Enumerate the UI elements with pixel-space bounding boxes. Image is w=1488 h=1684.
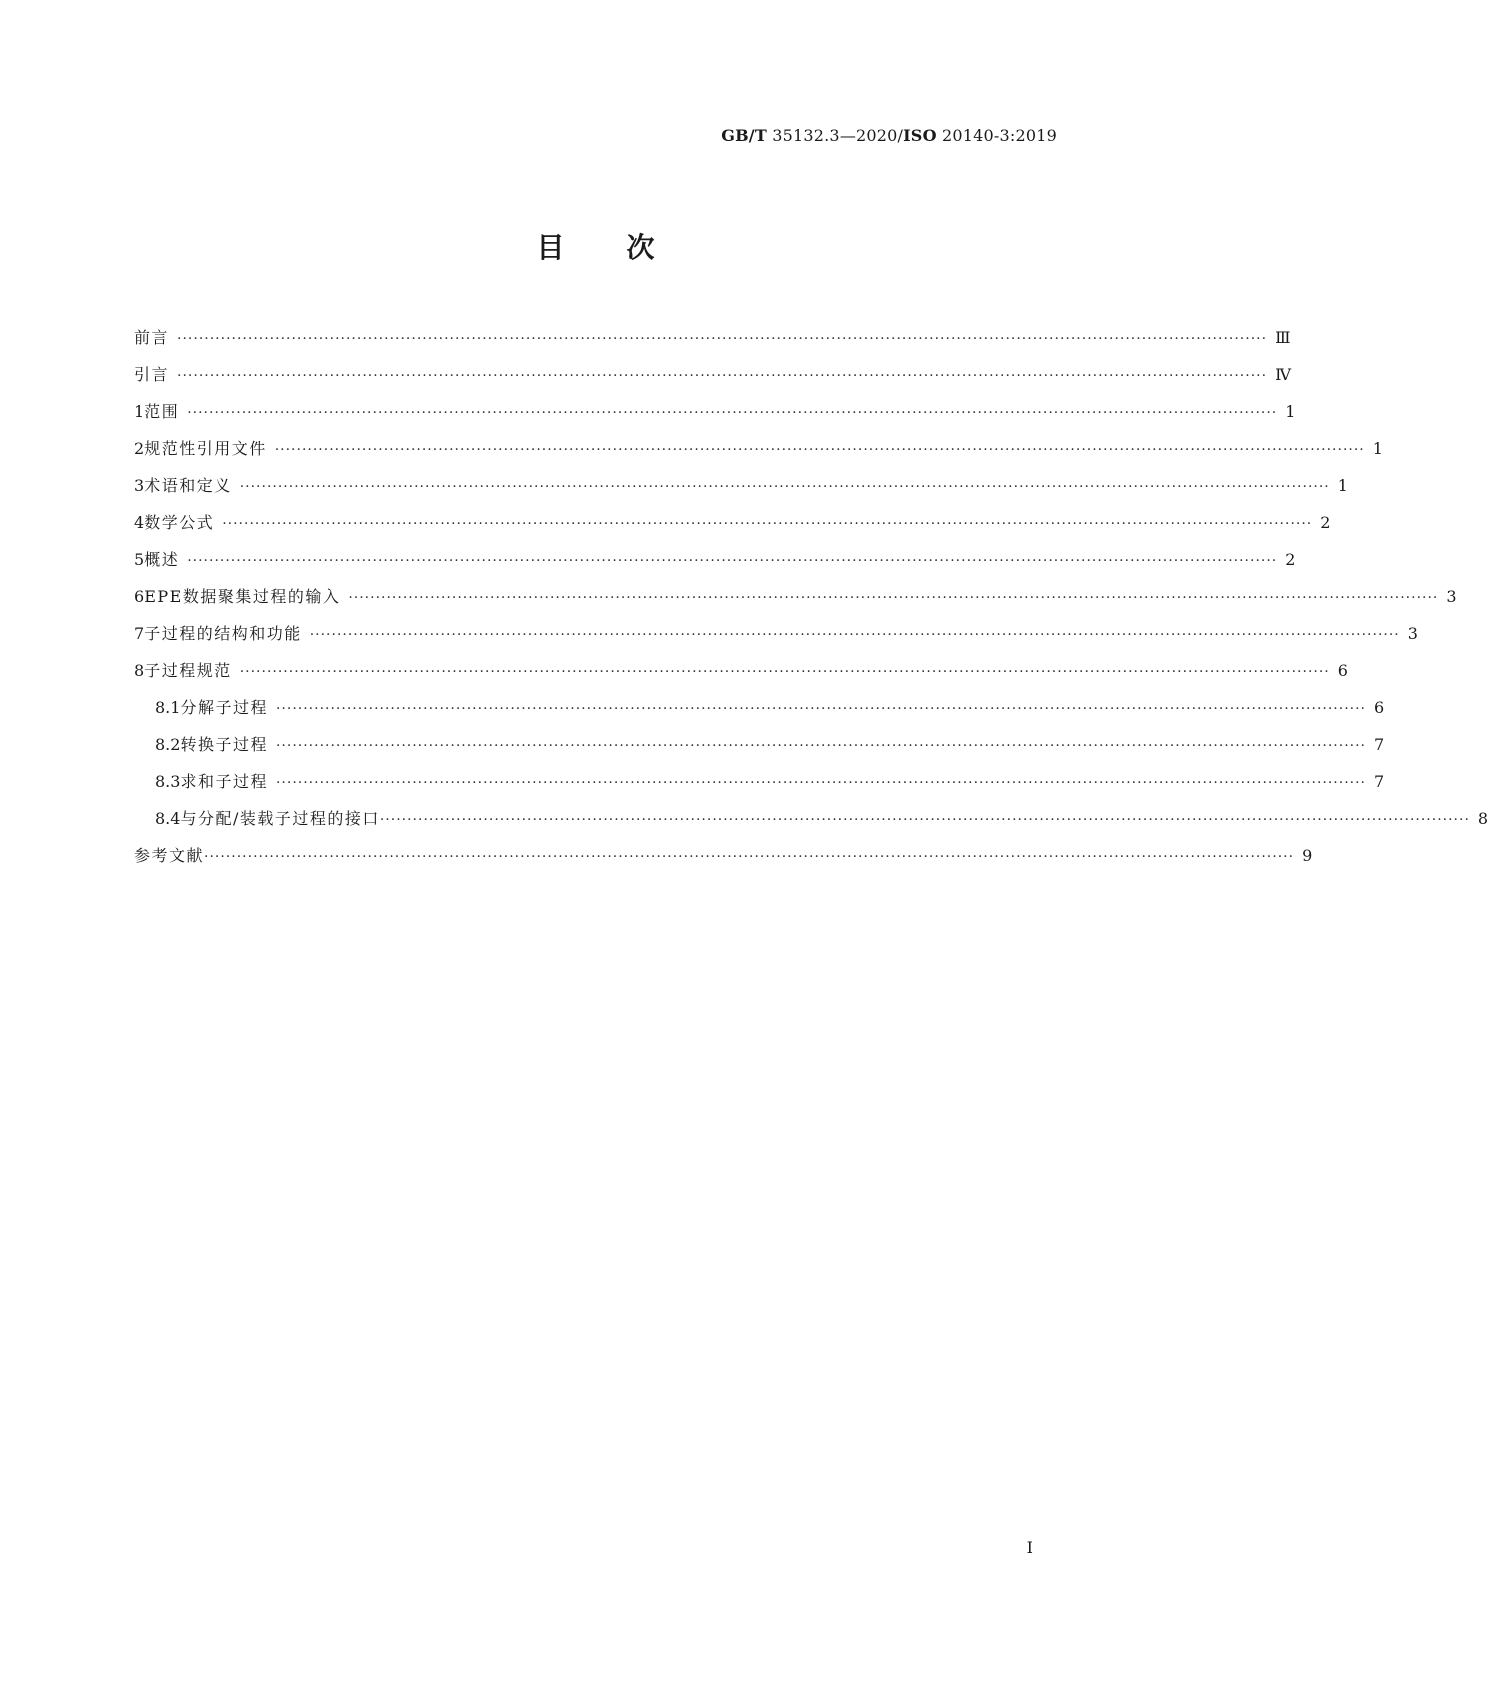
- toc-entry-6[interactable]: [134, 584, 1457, 621]
- toc-entry-introduction[interactable]: [134, 362, 1292, 399]
- dot-leader: ········································································································································································································: [204, 849, 1295, 865]
- toc-entry-8[interactable]: [134, 658, 1348, 695]
- standard-code: [721, 126, 1057, 145]
- toc-entry-7[interactable]: [134, 621, 1418, 658]
- toc-number: 8.3: [155, 772, 181, 791]
- dot-leader: ········································································································································································································: [274, 442, 1365, 458]
- dot-leader: ········································································································································································································: [275, 738, 1367, 754]
- toc-number: 1: [134, 402, 145, 421]
- dot-leader: ········································································································································································································: [187, 553, 1278, 569]
- dot-leader: ········································································································································································································: [239, 664, 1330, 680]
- toc-label: 引言: [134, 365, 170, 384]
- std-prefix: GB/T: [721, 126, 767, 145]
- toc-entry-bibliography[interactable]: [134, 843, 1313, 880]
- toc-page-number: 7: [1374, 772, 1385, 791]
- toc-page-number: 2: [1285, 550, 1296, 569]
- toc-page-number: 7: [1374, 735, 1385, 754]
- toc-page-number: 2: [1320, 513, 1331, 532]
- toc-number: 8.1: [155, 698, 181, 717]
- toc-page-number: 6: [1374, 698, 1385, 717]
- toc-page-number: Ⅲ: [1275, 328, 1291, 347]
- toc-page-number: 3: [1446, 587, 1457, 606]
- toc-page-number: 6: [1337, 661, 1348, 680]
- toc-number: 8: [134, 661, 145, 680]
- toc-page-number: 3: [1407, 624, 1418, 643]
- toc-page-number: 1: [1372, 439, 1383, 458]
- toc-entry-5[interactable]: [134, 547, 1296, 584]
- toc-number: 8.2: [155, 735, 181, 754]
- toc-number: 5: [134, 550, 145, 569]
- toc-number: 3: [134, 476, 145, 495]
- toc-label: EPE数据聚集过程的输入: [144, 587, 341, 606]
- toc-entry-8-2[interactable]: [134, 732, 1385, 769]
- toc-entry-8-4[interactable]: [134, 806, 1488, 843]
- toc-label: 范围: [144, 402, 180, 421]
- dot-leader: ········································································································································································································: [379, 812, 1470, 828]
- toc-page-number: 8: [1477, 809, 1488, 828]
- toc-label: 前言: [134, 328, 170, 347]
- toc-number: 4: [134, 513, 145, 532]
- dot-leader: ········································································································································································································: [222, 516, 1313, 532]
- toc-label: 子过程的结构和功能: [144, 624, 302, 643]
- toc-label: 概述: [144, 550, 180, 569]
- toc-number: 7: [134, 624, 145, 643]
- dot-leader: ········································································································································································································: [275, 775, 1367, 791]
- table-of-contents: [134, 325, 1488, 880]
- toc-label: 规范性引用文件: [144, 439, 267, 458]
- toc-entry-8-3[interactable]: [134, 769, 1385, 806]
- toc-label: 参考文献: [134, 846, 205, 865]
- toc-label: 与分配/装载子过程的接口: [180, 809, 380, 828]
- dot-leader: ········································································································································································································: [177, 368, 1268, 384]
- toc-entry-4[interactable]: [134, 510, 1331, 547]
- toc-number: 6: [134, 587, 145, 606]
- toc-label: 术语和定义: [144, 476, 232, 495]
- toc-page-number: Ⅳ: [1275, 365, 1292, 384]
- dot-leader: ········································································································································································································: [309, 627, 1400, 643]
- toc-label: 分解子过程: [180, 698, 268, 717]
- dot-leader: ········································································································································································································: [239, 479, 1330, 495]
- toc-entry-foreword[interactable]: [134, 325, 1291, 362]
- footer-page-number: I: [1026, 1538, 1033, 1557]
- toc-entry-1[interactable]: [134, 399, 1296, 436]
- iso-number: 20140-3:2019: [942, 126, 1057, 145]
- toc-entry-3[interactable]: [134, 473, 1348, 510]
- std-number: 35132.3—2020/: [772, 126, 904, 145]
- dot-leader: ········································································································································································································: [275, 701, 1367, 717]
- toc-page-number: 9: [1302, 846, 1313, 865]
- page-title: 目次: [536, 231, 717, 264]
- toc-label: 转换子过程: [180, 735, 268, 754]
- toc-label: 子过程规范: [144, 661, 232, 680]
- toc-page-number: 1: [1285, 402, 1296, 421]
- toc-label: 求和子过程: [180, 772, 268, 791]
- toc-entry-8-1[interactable]: [134, 695, 1385, 732]
- dot-leader: ········································································································································································································: [187, 405, 1278, 421]
- toc-label: 数学公式: [144, 513, 215, 532]
- iso-prefix: ISO: [903, 126, 937, 145]
- toc-number: 2: [134, 439, 145, 458]
- dot-leader: ········································································································································································································: [348, 590, 1439, 606]
- toc-page-number: 1: [1337, 476, 1348, 495]
- toc-number: 8.4: [155, 809, 181, 828]
- toc-entry-2[interactable]: [134, 436, 1383, 473]
- dot-leader: ········································································································································································································: [177, 331, 1268, 347]
